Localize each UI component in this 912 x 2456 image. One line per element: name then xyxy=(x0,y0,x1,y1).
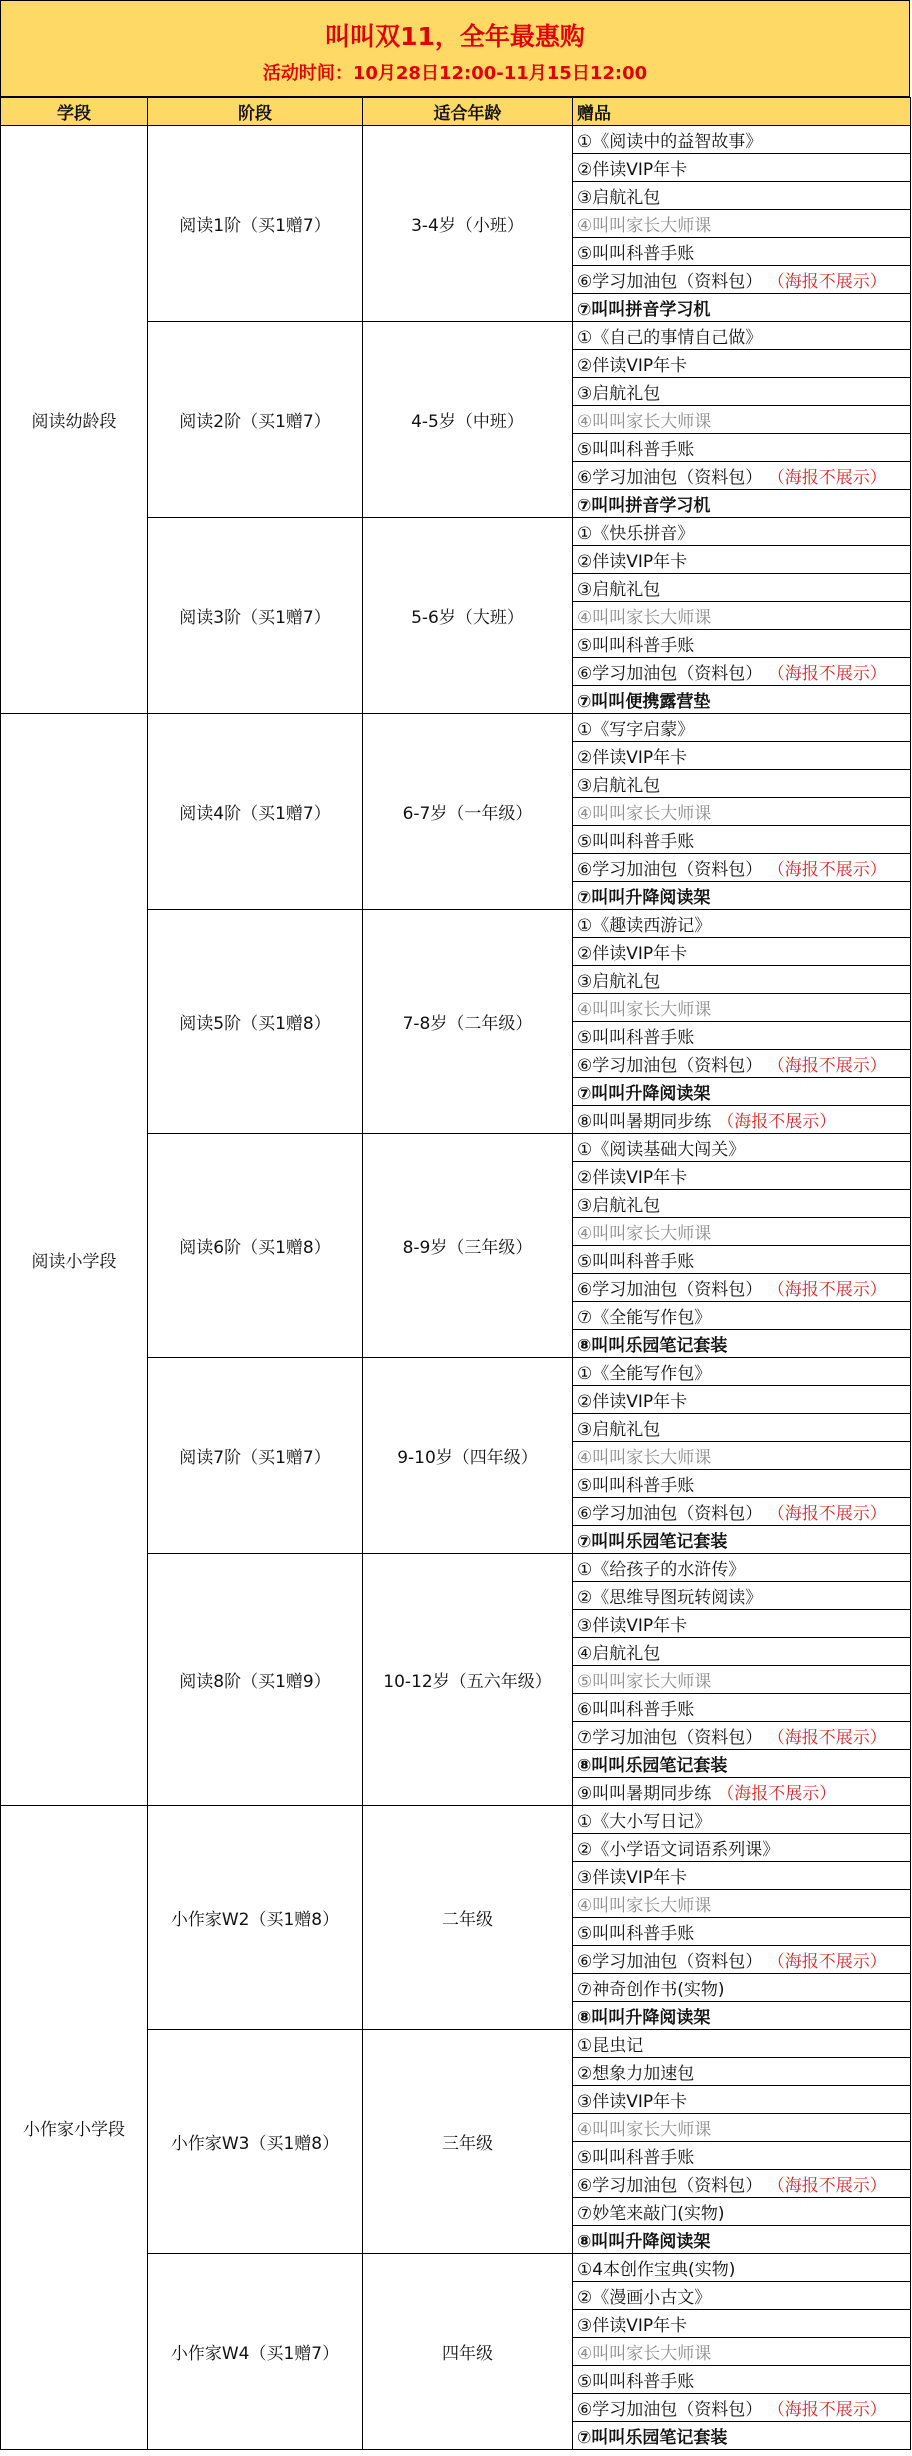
gift-cell xyxy=(573,1694,911,1722)
gift-item: ⑤叫叫科普手账 xyxy=(577,1924,695,1944)
gift-item: ⑥学习加油包（资料包） xyxy=(577,468,763,488)
gift-item: ⑧叫叫暑期同步练 xyxy=(577,1112,712,1132)
stage-cell: 阅读1阶（买1赠7） xyxy=(148,126,363,322)
gift-item: ④叫叫家长大师课 xyxy=(577,1000,712,1020)
gift-cell xyxy=(573,1386,911,1414)
gift-cell xyxy=(573,1134,911,1162)
gift-cell xyxy=(573,1750,911,1778)
gift-item: ⑥学习加油包（资料包） xyxy=(577,2400,763,2420)
age-cell: 10-12岁（五六年级） xyxy=(363,1554,573,1806)
gift-item: ①《趣读西游记》 xyxy=(577,916,712,936)
gift-cell xyxy=(573,322,911,350)
gift-item: ⑤叫叫科普手账 xyxy=(577,2148,695,2168)
gift-cell xyxy=(573,1806,911,1834)
gift-item: ①《写字启蒙》 xyxy=(577,720,695,740)
poster-note: （海报不展示） xyxy=(776,1280,887,1300)
gift-cell xyxy=(573,854,911,882)
gift-cell xyxy=(573,2254,911,2282)
gift-item: ①《阅读基础大闯关》 xyxy=(577,1140,746,1160)
gift-cell xyxy=(573,1890,911,1918)
gift-item: ②伴读VIP年卡 xyxy=(577,1392,688,1412)
gift-cell xyxy=(573,546,911,574)
gift-item: ②《小学语文词语系列课》 xyxy=(577,1840,780,1860)
gift-cell xyxy=(573,154,911,182)
gift-item: ⑦《全能写作包》 xyxy=(577,1308,712,1328)
gift-cell xyxy=(573,1666,911,1694)
gift-cell xyxy=(573,826,911,854)
banner xyxy=(0,0,910,97)
age-cell: 3-4岁（小班） xyxy=(363,126,573,322)
gift-cell xyxy=(573,2030,911,2058)
stage-cell: 小作家W2（买1赠8） xyxy=(148,1806,363,2030)
gift-item: ④叫叫家长大师课 xyxy=(577,1224,712,1244)
age-cell: 6-7岁（一年级） xyxy=(363,714,573,910)
section-cell: 阅读幼龄段 xyxy=(1,126,148,714)
gift-cell xyxy=(573,210,911,238)
gift-item: ②想象力加速包 xyxy=(577,2064,695,2084)
gift-item: ①《给孩子的水浒传》 xyxy=(577,1560,746,1580)
gift-cell xyxy=(573,658,911,686)
gift-item: ⑨叫叫暑期同步练 xyxy=(577,1784,712,1804)
gift-item: ①《快乐拼音》 xyxy=(577,524,695,544)
gift-cell xyxy=(573,2226,911,2254)
gift-cell xyxy=(573,1554,911,1582)
gift-item: ②伴读VIP年卡 xyxy=(577,1168,688,1188)
gift-cell xyxy=(573,1442,911,1470)
gift-cell xyxy=(573,1862,911,1890)
gift-item: ③启航礼包 xyxy=(577,972,661,992)
gift-cell xyxy=(573,1302,911,1330)
gift-cell xyxy=(573,602,911,630)
gift-item: ③伴读VIP年卡 xyxy=(577,1616,688,1636)
age-cell: 7-8岁（二年级） xyxy=(363,910,573,1134)
stage-cell: 阅读4阶（买1赠7） xyxy=(148,714,363,910)
gift-cell xyxy=(573,2338,911,2366)
stage-cell: 小作家W3（买1赠8） xyxy=(148,2030,363,2254)
gift-cell xyxy=(573,966,911,994)
poster-note: （海报不展示） xyxy=(776,1728,887,1748)
gift-item: ⑦妙笔来敲门(实物) xyxy=(577,2204,725,2224)
age-cell: 9-10岁（四年级） xyxy=(363,1358,573,1554)
page-title: 叫叫双11，全年最惠购 xyxy=(325,22,585,51)
gift-cell xyxy=(573,2170,911,2198)
poster-note: （海报不展示） xyxy=(776,2176,887,2196)
gift-item: ⑦叫叫乐园笔记套装 xyxy=(577,1532,728,1552)
stage-cell: 小作家W4（买1赠7） xyxy=(148,2254,363,2450)
poster-note: （海报不展示） xyxy=(776,1056,887,1076)
gift-item: ⑦叫叫便携露营垫 xyxy=(577,692,711,712)
age-cell: 4-5岁（中班） xyxy=(363,322,573,518)
gift-cell xyxy=(573,2366,911,2394)
gift-item: ⑤叫叫科普手账 xyxy=(577,244,695,264)
gift-cell xyxy=(573,518,911,546)
gift-item: ⑥学习加油包（资料包） xyxy=(577,1504,763,1524)
gift-item: ②伴读VIP年卡 xyxy=(577,552,688,572)
gift-item: ②《漫画小古文》 xyxy=(577,2288,712,2308)
gift-cell xyxy=(573,1358,911,1386)
poster-note: （海报不展示） xyxy=(776,1504,887,1524)
gift-cell xyxy=(573,1274,911,1302)
gift-item: ①昆虫记 xyxy=(577,2036,644,2056)
gift-item: ④叫叫家长大师课 xyxy=(577,608,712,628)
gift-item: ③启航礼包 xyxy=(577,580,661,600)
gift-cell xyxy=(573,714,911,742)
gift-item: ①《自己的事情自己做》 xyxy=(577,328,763,348)
gift-cell xyxy=(573,1106,911,1134)
gift-cell xyxy=(573,294,911,322)
gift-cell xyxy=(573,1498,911,1526)
age-cell: 5-6岁（大班） xyxy=(363,518,573,714)
gift-cell xyxy=(573,1638,911,1666)
gift-item: ⑧叫叫升降阅读架 xyxy=(577,2008,711,2028)
gift-cell xyxy=(573,1414,911,1442)
gift-item: ⑤叫叫科普手账 xyxy=(577,1028,695,1048)
column-header-age: 适合年龄 xyxy=(363,98,573,126)
gift-cell xyxy=(573,1834,911,1862)
gift-item: ⑤叫叫科普手账 xyxy=(577,1252,695,1272)
poster-note: （海报不展示） xyxy=(776,2400,887,2420)
age-cell: 8-9岁（三年级） xyxy=(363,1134,573,1358)
table-header-row xyxy=(1,98,911,126)
gift-item: ⑧叫叫乐园笔记套装 xyxy=(577,1756,728,1776)
gift-cell xyxy=(573,574,911,602)
activity-time: 活动时间：10月28日12:00-11月15日12:00 xyxy=(262,63,648,84)
gift-item: ③伴读VIP年卡 xyxy=(577,1868,688,1888)
gift-cell xyxy=(573,1470,911,1498)
gift-item: ②《思维导图玩转阅读》 xyxy=(577,1588,763,1608)
gift-cell xyxy=(573,1526,911,1554)
table-row xyxy=(1,126,911,154)
gift-cell xyxy=(573,2422,911,2450)
gift-item: ②伴读VIP年卡 xyxy=(577,748,688,768)
gift-cell xyxy=(573,1050,911,1078)
gift-cell xyxy=(573,1218,911,1246)
gift-item: ①4本创作宝典(实物) xyxy=(577,2260,736,2280)
gift-item: ⑦叫叫升降阅读架 xyxy=(577,888,711,908)
gift-item: ④叫叫家长大师课 xyxy=(577,2120,712,2140)
gift-cell xyxy=(573,266,911,294)
gift-item: ⑤叫叫家长大师课 xyxy=(577,1672,712,1692)
table-row xyxy=(1,714,911,742)
stage-cell: 阅读3阶（买1赠7） xyxy=(148,518,363,714)
poster-note: （海报不展示） xyxy=(776,664,887,684)
gift-item: ④叫叫家长大师课 xyxy=(577,216,712,236)
gift-item: ⑥叫叫科普手账 xyxy=(577,1700,695,1720)
gift-cell xyxy=(573,770,911,798)
column-header-section: 学段 xyxy=(1,98,148,126)
gift-cell xyxy=(573,798,911,826)
gift-cell xyxy=(573,742,911,770)
gift-item: ⑧叫叫乐园笔记套装 xyxy=(577,1336,728,1356)
stage-cell: 阅读8阶（买1赠9） xyxy=(148,1554,363,1806)
gift-cell xyxy=(573,406,911,434)
age-cell: 二年级 xyxy=(363,1806,573,2030)
gift-cell xyxy=(573,2282,911,2310)
gift-cell xyxy=(573,994,911,1022)
gift-item: ⑦叫叫拼音学习机 xyxy=(577,300,711,320)
stage-cell: 阅读7阶（买1赠7） xyxy=(148,1358,363,1554)
stage-cell: 阅读2阶（买1赠7） xyxy=(148,322,363,518)
gift-cell xyxy=(573,1722,911,1750)
gift-item: ⑦叫叫拼音学习机 xyxy=(577,496,711,516)
gift-item: ③启航礼包 xyxy=(577,776,661,796)
poster-note: （海报不展示） xyxy=(717,1112,837,1132)
gift-cell xyxy=(573,1190,911,1218)
gift-cell xyxy=(573,630,911,658)
column-header-stage: 阶段 xyxy=(148,98,363,126)
gift-item: ③启航礼包 xyxy=(577,384,661,404)
gift-cell xyxy=(573,1974,911,2002)
gift-cell xyxy=(573,1778,911,1806)
gift-cell xyxy=(573,182,911,210)
gift-item: ④启航礼包 xyxy=(577,1644,661,1664)
gift-cell xyxy=(573,882,911,910)
gift-item: ①《阅读中的益智故事》 xyxy=(577,132,763,152)
stage-cell: 阅读6阶（买1赠8） xyxy=(148,1134,363,1358)
gift-cell xyxy=(573,378,911,406)
gift-table xyxy=(0,97,911,2450)
gift-cell xyxy=(573,490,911,518)
gift-item: ③启航礼包 xyxy=(577,1420,661,1440)
gift-item: ⑦学习加油包（资料包） xyxy=(577,1728,763,1748)
gift-item: ②伴读VIP年卡 xyxy=(577,160,688,180)
gift-cell xyxy=(573,1330,911,1358)
gift-item: ④叫叫家长大师课 xyxy=(577,804,712,824)
gift-cell xyxy=(573,126,911,154)
age-cell: 三年级 xyxy=(363,2030,573,2254)
gift-item: ⑥学习加油包（资料包） xyxy=(577,1952,763,1972)
gift-item: ①《全能写作包》 xyxy=(577,1364,712,1384)
gift-item: ⑤叫叫科普手账 xyxy=(577,440,695,460)
gift-cell xyxy=(573,2310,911,2338)
gift-cell xyxy=(573,434,911,462)
gift-cell xyxy=(573,1582,911,1610)
gift-cell xyxy=(573,1022,911,1050)
gift-cell xyxy=(573,1162,911,1190)
gift-item: ⑦神奇创作书(实物) xyxy=(577,1980,725,2000)
gift-item: ②伴读VIP年卡 xyxy=(577,356,688,376)
poster-note: （海报不展示） xyxy=(776,860,887,880)
gift-item: ③启航礼包 xyxy=(577,1196,661,1216)
gift-item: ⑦叫叫升降阅读架 xyxy=(577,1084,711,1104)
gift-cell xyxy=(573,2394,911,2422)
gift-item: ⑦叫叫乐园笔记套装 xyxy=(577,2428,728,2448)
gift-item: ③伴读VIP年卡 xyxy=(577,2316,688,2336)
gift-item: ④叫叫家长大师课 xyxy=(577,412,712,432)
gift-item: ②伴读VIP年卡 xyxy=(577,944,688,964)
gift-item: ⑥学习加油包（资料包） xyxy=(577,1056,763,1076)
stage-cell: 阅读5阶（买1赠8） xyxy=(148,910,363,1134)
gift-cell xyxy=(573,238,911,266)
gift-cell xyxy=(573,1246,911,1274)
gift-item: ⑧叫叫升降阅读架 xyxy=(577,2232,711,2252)
column-header-gifts: 赠品 xyxy=(573,98,911,126)
gift-item: ⑤叫叫科普手账 xyxy=(577,832,695,852)
poster-note: （海报不展示） xyxy=(776,272,887,292)
gift-cell xyxy=(573,1078,911,1106)
gift-cell xyxy=(573,2058,911,2086)
gift-item: ⑤叫叫科普手账 xyxy=(577,2372,695,2392)
gift-cell xyxy=(573,2114,911,2142)
gift-cell xyxy=(573,462,911,490)
poster-note: （海报不展示） xyxy=(717,1784,837,1804)
gift-item: ⑥学习加油包（资料包） xyxy=(577,2176,763,2196)
gift-item: ⑥学习加油包（资料包） xyxy=(577,272,763,292)
gift-cell xyxy=(573,910,911,938)
gift-item: ⑥学习加油包（资料包） xyxy=(577,1280,763,1300)
gift-cell xyxy=(573,1946,911,1974)
gift-item: ③伴读VIP年卡 xyxy=(577,2092,688,2112)
gift-item: ①《大小写日记》 xyxy=(577,1812,712,1832)
gift-cell xyxy=(573,2142,911,2170)
gift-cell xyxy=(573,1610,911,1638)
gift-cell xyxy=(573,2086,911,2114)
gift-item: ⑥学习加油包（资料包） xyxy=(577,664,763,684)
gift-cell xyxy=(573,2002,911,2030)
gift-item: ③启航礼包 xyxy=(577,188,661,208)
gift-cell xyxy=(573,350,911,378)
gift-item: ④叫叫家长大师课 xyxy=(577,1896,712,1916)
poster-note: （海报不展示） xyxy=(776,468,887,488)
gift-item: ④叫叫家长大师课 xyxy=(577,1448,712,1468)
gift-cell xyxy=(573,2198,911,2226)
gift-cell xyxy=(573,938,911,966)
poster-note: （海报不展示） xyxy=(776,1952,887,1972)
age-cell: 四年级 xyxy=(363,2254,573,2450)
gift-item: ⑥学习加油包（资料包） xyxy=(577,860,763,880)
gift-cell xyxy=(573,1918,911,1946)
gift-cell xyxy=(573,686,911,714)
gift-item: ⑤叫叫科普手账 xyxy=(577,636,695,656)
table-row xyxy=(1,1806,911,1834)
gift-item: ④叫叫家长大师课 xyxy=(577,2344,712,2364)
section-cell: 阅读小学段 xyxy=(1,714,148,1806)
section-cell: 小作家小学段 xyxy=(1,1806,148,2450)
gift-item: ⑤叫叫科普手账 xyxy=(577,1476,695,1496)
